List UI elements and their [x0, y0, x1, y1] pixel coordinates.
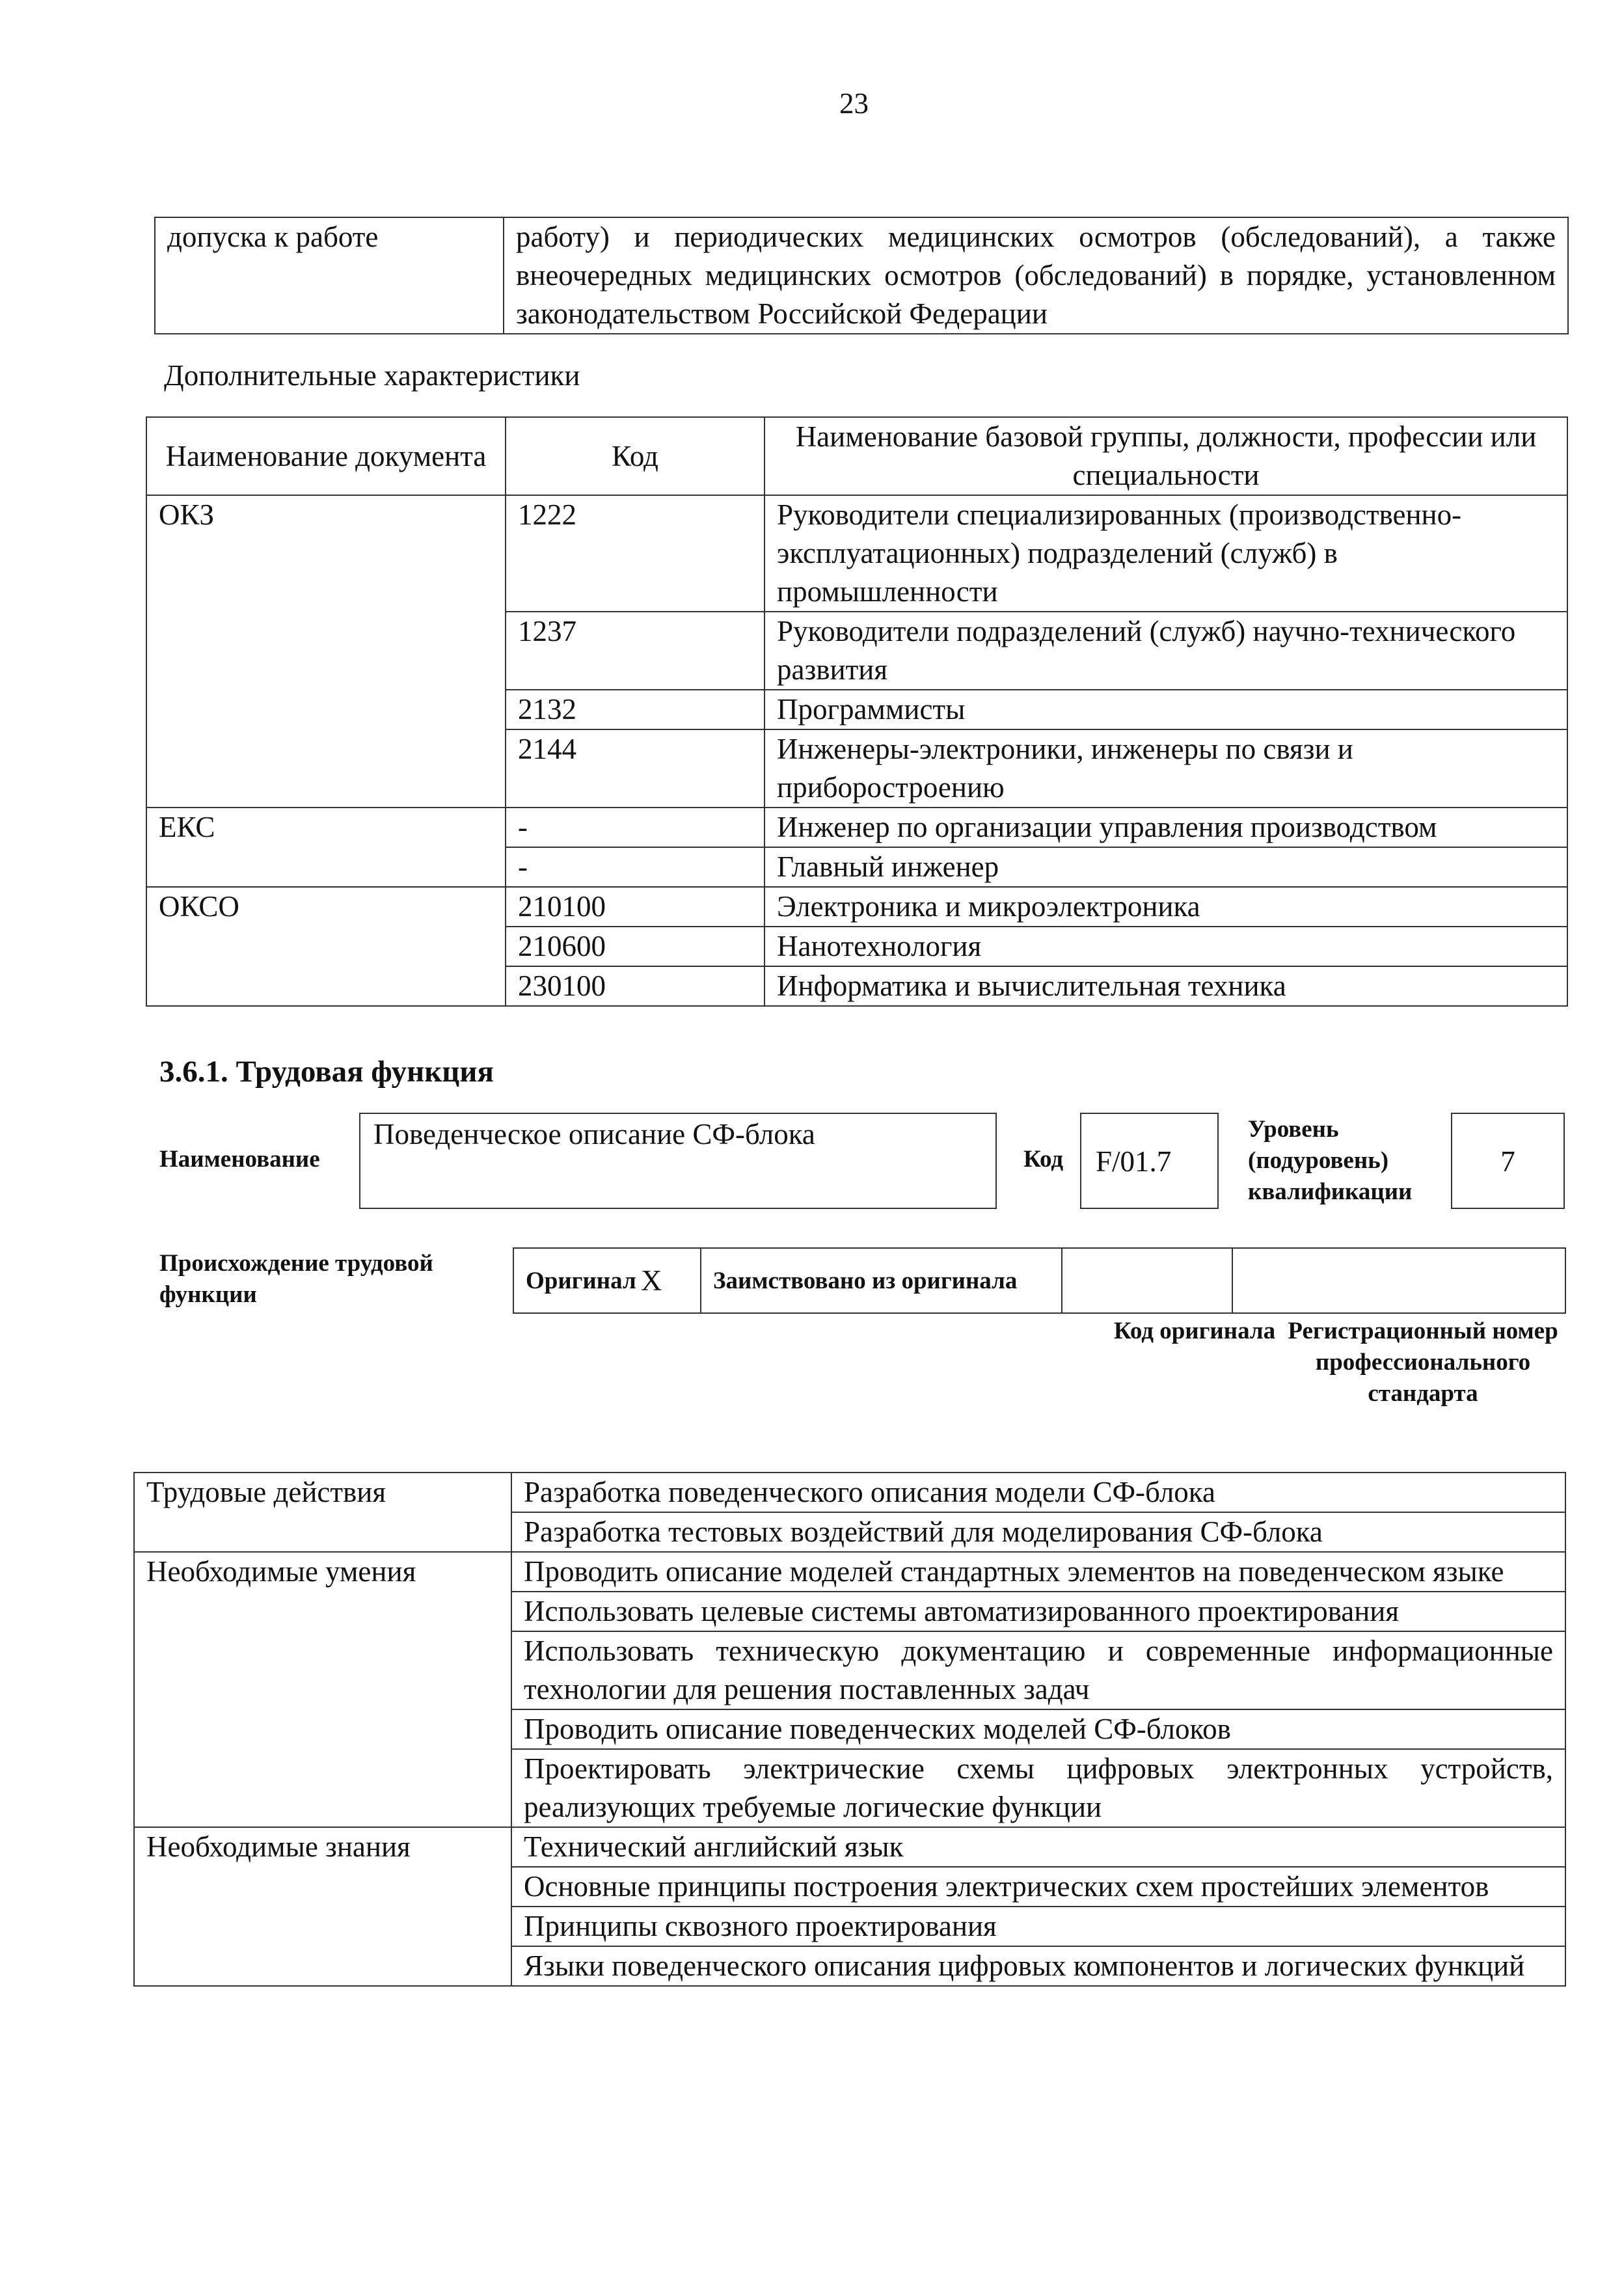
table-cell: Разработка тестовых воздействий для моделирования СФ-блока [511, 1512, 1565, 1552]
table-cell: Проводить описание поведенческих моделей СФ-блоков [511, 1709, 1565, 1749]
table-cell: Инженеры-электроники, инженеры по связи и приборостроению [765, 729, 1567, 808]
page-number: 23 [839, 87, 869, 120]
table-cell: Нанотехнология [765, 927, 1567, 966]
continuation-table [154, 217, 1569, 334]
column-header: Код [506, 417, 765, 495]
level-label: Уровень (подуровень) квалификации [1248, 1116, 1413, 1205]
table-row [146, 887, 1567, 927]
row-label: Трудовые действия [134, 1473, 511, 1552]
original-mark: X [637, 1248, 701, 1313]
column-header: Наименование документа [146, 417, 506, 495]
column-header: Наименование базовой группы, должности, профессии или специальности [765, 417, 1567, 495]
table-cell: Технический английский язык [511, 1827, 1565, 1867]
code-value-box: F/01.7 [1080, 1113, 1219, 1209]
table-cell: Программисты [765, 690, 1567, 729]
table-cell: 1222 [506, 495, 765, 612]
table-cell: Электроника и микроэлектроника [765, 887, 1567, 927]
code-original-caption: Код оригинала [1113, 1318, 1276, 1344]
table-cell: ОКЗ [146, 495, 506, 808]
table-cell: Использовать техническую документацию и современные информационные технологии для решения поставленных задач [511, 1631, 1565, 1709]
table-cell: Проводить описание моделей стандартных элементов на поведенческом языке [511, 1552, 1565, 1592]
row-label: Необходимые умения [134, 1552, 511, 1827]
table-cell: Проектировать электрические схемы цифровых электронных устройств, реализующих требуемые логические функции [511, 1749, 1565, 1827]
code-label: Код [1023, 1146, 1064, 1173]
level-value-box: 7 [1451, 1113, 1565, 1209]
table-row [134, 1473, 1565, 1512]
origin-table [513, 1247, 1566, 1314]
reg-number-caption: Регистрационный номер профессионального стандарта [1288, 1318, 1558, 1407]
borrowed-label: Заимствовано из оригинала [701, 1248, 1062, 1313]
table-cell: Разработка поведенческого описания модели СФ-блока [511, 1473, 1565, 1512]
table-cell: Руководители специализированных (производственно-эксплуатационных) подразделений (служб) в промышленности [765, 495, 1567, 612]
additional-characteristics-table [146, 416, 1568, 1007]
table-row [146, 495, 1567, 612]
function-name-box: Поведенческое описание СФ-блока [359, 1113, 997, 1209]
table-cell: Руководители подразделений (служб) научно-технического развития [765, 612, 1567, 690]
table-row [134, 1827, 1565, 1867]
table-cell: Инженер по организации управления производством [765, 808, 1567, 847]
table-cell: ЕКС [146, 808, 506, 887]
table-cell: Главный инженер [765, 847, 1567, 887]
table-row [146, 808, 1567, 847]
function-details-table [133, 1472, 1566, 1987]
reg-number-cell [1232, 1248, 1565, 1313]
table-row [134, 1552, 1565, 1592]
code-original-cell [1062, 1248, 1232, 1313]
table-cell: 230100 [506, 966, 765, 1006]
table-cell: 210600 [506, 927, 765, 966]
table-cell: - [506, 847, 765, 887]
function-heading: 3.6.1. Трудовая функция [159, 1055, 494, 1089]
origin-label: Происхождение трудовой функции [159, 1250, 433, 1308]
table-cell: работу) и периодических медицинских осмотров (обследований), а также внеочередных медицинских осмотров (обследований) в порядке, установленном законодательством Российской Федерации [504, 217, 1568, 334]
table-cell: ОКСО [146, 887, 506, 1006]
table-cell: Использовать целевые системы автоматизированного проектирования [511, 1592, 1565, 1631]
table-cell: - [506, 808, 765, 847]
table-cell: допуска к работе [155, 217, 504, 334]
table-cell: Языки поведенческого описания цифровых компонентов и логических функций [511, 1946, 1565, 1986]
table-cell: 2144 [506, 729, 765, 808]
name-label: Наименование [159, 1146, 320, 1173]
table-cell: 210100 [506, 887, 765, 927]
table-cell: 1237 [506, 612, 765, 690]
table-cell: Принципы сквозного проектирования [511, 1907, 1565, 1946]
table-cell: 2132 [506, 690, 765, 729]
row-label: Необходимые знания [134, 1827, 511, 1986]
table-cell: Основные принципы построения электрических схем простейших элементов [511, 1867, 1565, 1907]
section-heading: Дополнительные характеристики [164, 359, 580, 392]
original-label: Оригинал [513, 1248, 637, 1313]
table-cell: Информатика и вычислительная техника [765, 966, 1567, 1006]
